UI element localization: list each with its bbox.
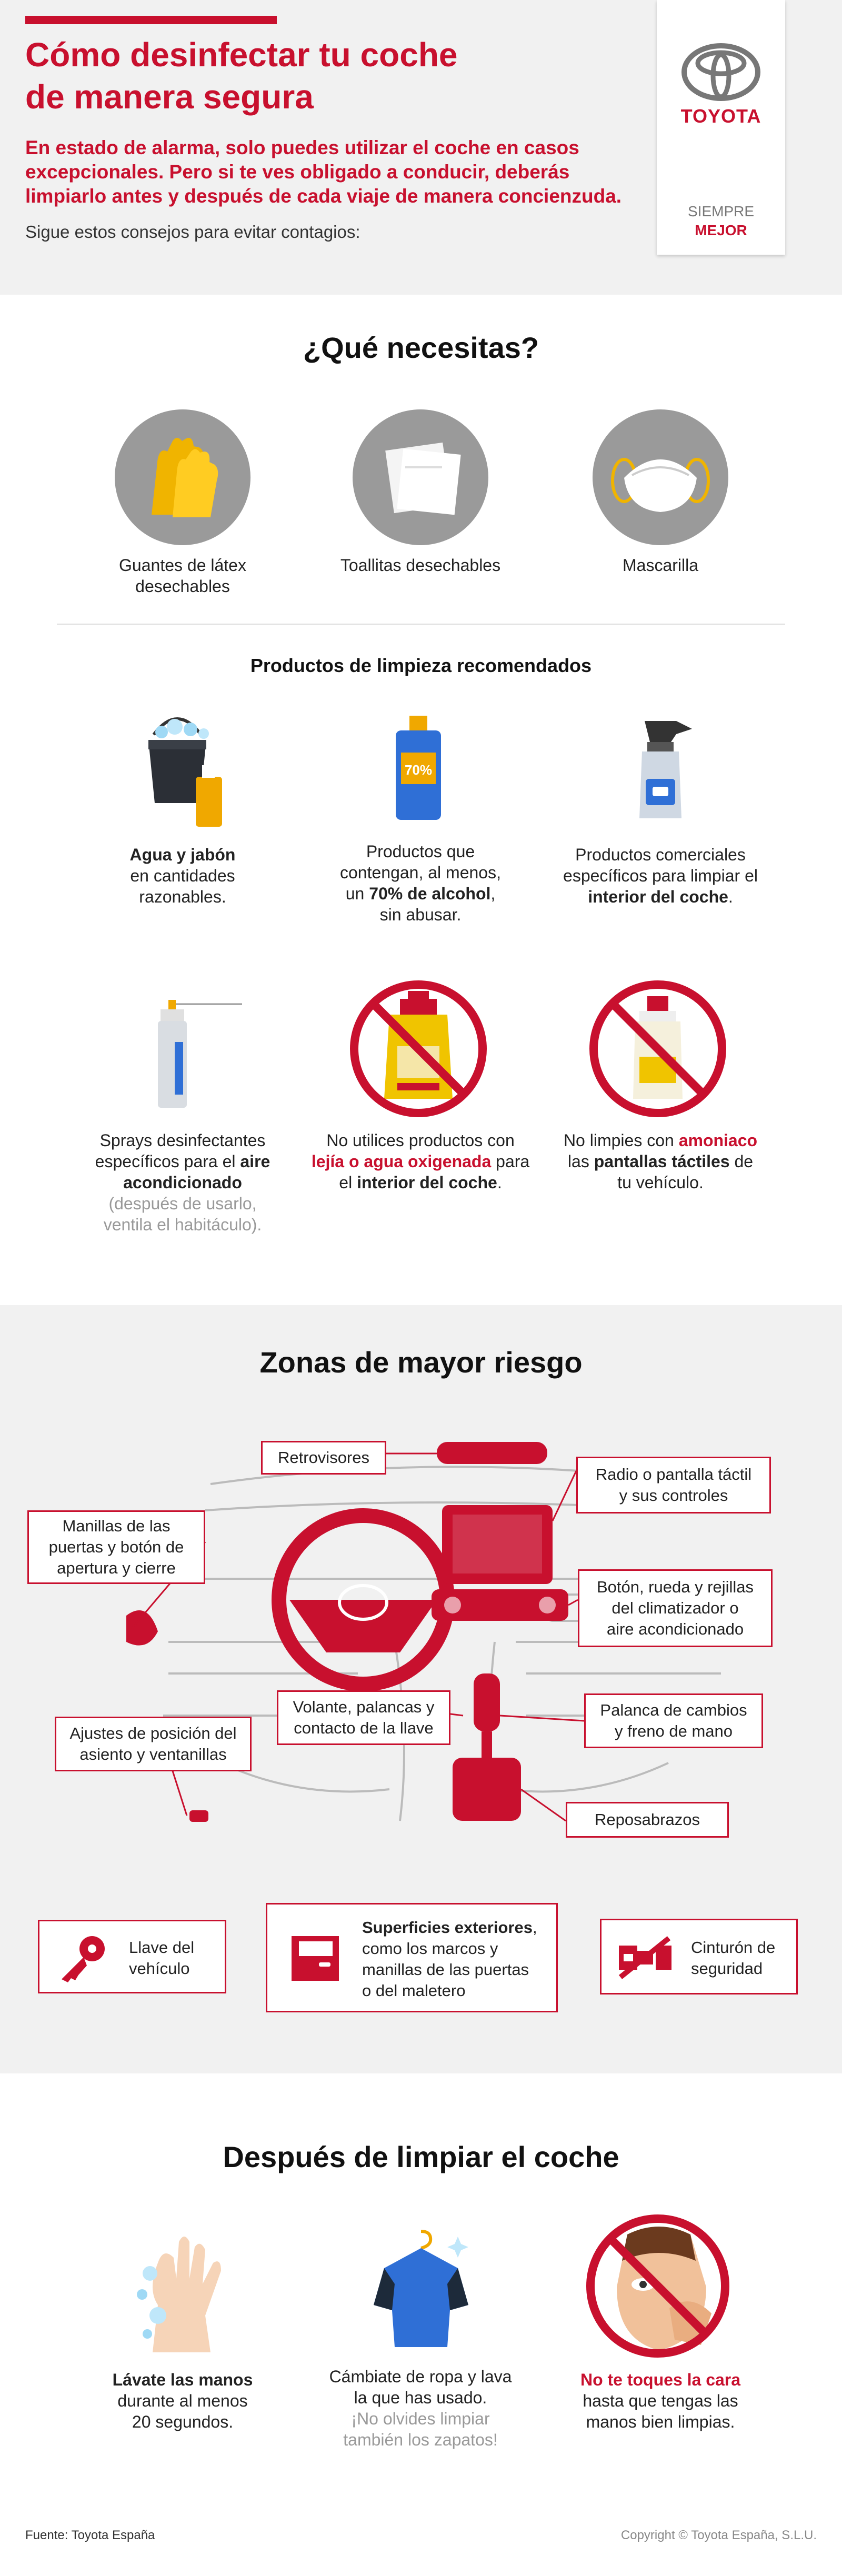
exterior-box: [266, 1903, 558, 2012]
ammonia-caption-line-2c: de: [729, 1152, 754, 1171]
soap-caption: [83, 844, 283, 907]
zone-manillas: [27, 1510, 205, 1584]
ammonia-caption-line-1a: No limpies con: [563, 1131, 679, 1150]
alcohol-caption-line-4: sin abusar.: [379, 905, 462, 924]
zone-palanca-line-2: y freno de mano: [614, 1722, 733, 1740]
key-line-1: Llave del: [129, 1938, 195, 1957]
zone-volante: [277, 1690, 450, 1745]
intro-subtitle: Sigue estos consejos para evitar contagios:: [25, 222, 360, 242]
intro-line-2: excepcionales. Pero si te ves obligado a conducir, deberás: [25, 161, 570, 183]
zone-radio-line-1: Radio o pantalla táctil: [595, 1465, 752, 1484]
wash-hands-line-2: durante al menos: [117, 2391, 248, 2410]
gloves-circle: [115, 409, 250, 545]
bleach-caption-line-3a: el: [339, 1173, 357, 1192]
alcohol-label: 70%: [404, 762, 433, 778]
zone-palanca-line-1: Palanca de cambios: [600, 1701, 747, 1719]
alcohol-caption-line-1: Productos que: [366, 842, 475, 861]
change-clothes-caption: [320, 2366, 520, 2450]
source-text: Fuente: Toyota España: [25, 2528, 155, 2542]
gloves-icon: [115, 409, 250, 545]
slogan-line-2: MEJOR: [695, 222, 747, 238]
bleach-caption-line-1: No utilices productos con: [326, 1131, 515, 1150]
commercial-caption-bold: interior del coche: [588, 887, 728, 906]
bleach-caption: [308, 1130, 533, 1193]
zone-clima-line-3: aire acondicionado: [606, 1620, 744, 1638]
ac-caption-line-5: ventila el habitáculo).: [103, 1215, 262, 1234]
zone-volante-line-1: Volante, palancas y: [293, 1698, 435, 1716]
zone-clima-line-1: Botón, rueda y rejillas: [596, 1578, 754, 1596]
soap-bucket-icon: [138, 703, 227, 829]
copyright-text: Copyright © Toyota España, S.L.U.: [620, 2528, 817, 2542]
seatbelt-line-1: Cinturón de: [691, 1938, 776, 1957]
zones-title: Zonas de mayor riesgo: [259, 1346, 583, 1379]
zone-volante-line-2: contacto de la llave: [294, 1719, 434, 1737]
bleach-forbidden-icon: [347, 978, 489, 1120]
dont-touch-face-icon: [585, 2213, 730, 2359]
intro-line-1: En estado de alarma, solo puedes utilizar el coche en casos: [25, 137, 579, 158]
mask-caption: Mascarilla: [622, 556, 699, 575]
commercial-caption-line-2: específicos para limpiar el: [563, 866, 758, 885]
bleach-caption-bold: interior del coche: [357, 1173, 497, 1192]
intro-line-3: limpiarlo antes y después de cada viaje de manera concienzuda.: [25, 185, 622, 207]
dont-touch-bold: No te toques la cara: [580, 2370, 741, 2389]
ac-spray-icon: [153, 995, 247, 1110]
clothes-line-3: ¡No olvides limpiar: [351, 2409, 490, 2428]
seatbelt-box-text: [691, 1937, 775, 1979]
bleach-caption-red: lejía o agua oxigenada: [311, 1152, 492, 1171]
ammonia-caption-line-2a: las: [567, 1152, 594, 1171]
products-title: Productos de limpieza recomendados: [250, 655, 592, 676]
gloves-caption-line-1: Guantes de látex: [119, 556, 246, 575]
wash-hands-line-3: 20 segundos.: [132, 2412, 234, 2431]
zone-manillas-line-3: apertura y cierre: [57, 1559, 176, 1577]
ac-caption-bold-2: acondicionado: [123, 1173, 242, 1192]
hand-washing-icon: [126, 2226, 242, 2358]
mask-icon: [593, 409, 728, 545]
ac-caption-line-1: Sprays desinfectantes: [99, 1131, 266, 1150]
zone-palanca: [584, 1693, 763, 1748]
clothes-line-2: la que has usado.: [354, 2388, 487, 2407]
zone-manillas-line-1: Manillas de las: [62, 1517, 171, 1535]
ammonia-caption-bold: pantallas táctiles: [594, 1152, 730, 1171]
wash-hands-bold: Lávate las manos: [112, 2370, 253, 2389]
exterior-line-4: o del maletero: [362, 1981, 466, 2000]
zone-climatizador: [578, 1569, 773, 1647]
zone-manillas-line-2: puertas y botón de: [48, 1538, 184, 1556]
key-box-text: [129, 1937, 194, 1979]
key-line-2: vehículo: [129, 1959, 190, 1978]
ammonia-caption: [550, 1130, 771, 1193]
gloves-caption-line-2: desechables: [135, 577, 230, 596]
clothes-line-1: Cámbiate de ropa y lava: [329, 2367, 512, 2386]
seatbelt-line-2: seguridad: [691, 1959, 763, 1978]
bleach-caption-line-2c: para: [491, 1152, 530, 1171]
need-title: ¿Qué necesitas?: [303, 331, 539, 364]
wipes-caption: Toallitas desechables: [340, 556, 501, 575]
zone-retrovisores: Retrovisores: [261, 1441, 386, 1475]
alcohol-caption-line-3c: ,: [490, 884, 496, 903]
title-line-1: Cómo desinfectar tu coche: [25, 36, 458, 74]
zone-radio-line-2: y sus controles: [619, 1486, 728, 1505]
zone-ajustes: [55, 1717, 252, 1771]
wash-hands-caption: [83, 2369, 283, 2432]
zone-clima-line-2: del climatizador o: [612, 1599, 739, 1617]
key-icon: [55, 1933, 108, 1983]
zone-reposabrazos: Reposabrazos: [566, 1802, 729, 1838]
ammonia-caption-red: amoniaco: [678, 1131, 758, 1150]
alcohol-caption: [320, 841, 520, 925]
page-title: [25, 34, 604, 118]
brand-name: TOYOTA: [680, 105, 761, 127]
commercial-caption-dot: .: [728, 887, 733, 906]
toyota-logo-box: [657, 0, 785, 255]
car-door-icon: [286, 1931, 344, 1983]
dont-touch-caption: [560, 2369, 760, 2432]
exterior-box-text: [362, 1917, 537, 2001]
title-line-2: de manera segura: [25, 78, 314, 116]
dont-touch-line-2: hasta que tengas las: [583, 2391, 738, 2410]
soap-caption-line-2: en cantidades: [130, 866, 235, 885]
zone-ajustes-line-1: Ajustes de posición del: [69, 1724, 237, 1742]
key-box: [38, 1920, 226, 1993]
wipes-icon: [353, 409, 488, 545]
soap-caption-line-3: razonables.: [139, 887, 226, 906]
wipes-circle: [353, 409, 488, 545]
ac-caption-bold-1: aire: [240, 1152, 270, 1171]
ac-caption-line-4: (después de usarlo,: [108, 1194, 257, 1213]
zone-ajustes-line-2: asiento y ventanillas: [79, 1745, 227, 1763]
alcohol-caption-bold: 70% de alcohol: [369, 884, 491, 903]
dont-touch-line-3: manos bien limpias.: [586, 2412, 735, 2431]
ammonia-forbidden-icon: [587, 978, 729, 1120]
bleach-caption-dot: .: [497, 1173, 502, 1192]
exterior-bold: Superficies exteriores: [362, 1918, 533, 1937]
zone-radio: [576, 1457, 771, 1513]
header-accent-bar: [25, 16, 277, 24]
toyota-emblem-icon: [681, 43, 760, 101]
gloves-caption: [83, 555, 283, 597]
seatbelt-box: [600, 1919, 798, 1994]
alcohol-caption-line-2: contengan, al menos,: [340, 863, 501, 882]
clothes-line-4: también los zapatos!: [343, 2430, 498, 2449]
exterior-line-2: como los marcos y: [362, 1939, 498, 1958]
ac-spray-caption: [83, 1130, 283, 1235]
commercial-caption-line-1: Productos comerciales: [575, 845, 746, 864]
change-clothes-icon: [363, 2226, 479, 2358]
seatbelt-icon: [616, 1935, 674, 1980]
exterior-comma: ,: [532, 1918, 537, 1937]
ammonia-caption-line-3: tu vehículo.: [617, 1173, 704, 1192]
spray-bottle-icon: [629, 710, 697, 821]
alcohol-caption-line-3a: un: [345, 884, 369, 903]
mask-circle: [593, 409, 728, 545]
soap-caption-bold: Agua y jabón: [129, 845, 236, 864]
exterior-line-3: manillas de las puertas: [362, 1960, 529, 1979]
commercial-caption: [560, 844, 760, 907]
ac-caption-line-2a: específicos para el: [95, 1152, 240, 1171]
intro-text: [25, 136, 630, 208]
header-section: [0, 0, 842, 295]
divider: [57, 624, 785, 625]
slogan-line-1: SIEMPRE: [687, 203, 755, 219]
after-title: Después de limpiar el coche: [223, 2140, 619, 2173]
